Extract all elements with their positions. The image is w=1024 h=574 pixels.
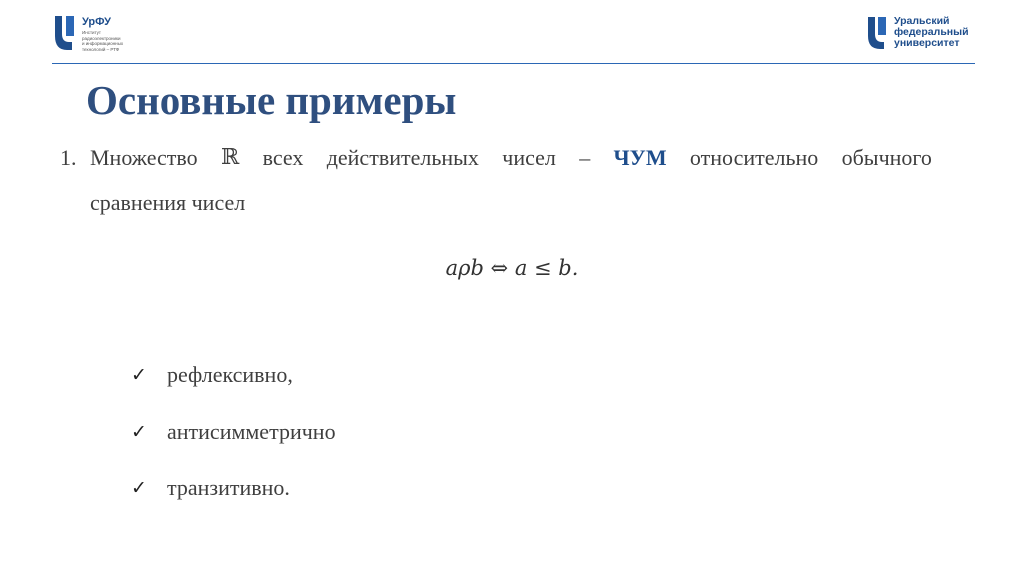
checkmark-icon: ✓ (131, 364, 147, 386)
word: обычного (841, 145, 932, 170)
property-item (131, 419, 336, 445)
left-logo-subtitle: Институт радиоэлектроники и информационных технологий – РТФ (82, 30, 124, 52)
word: всех (262, 145, 304, 170)
urfu-u-icon (52, 14, 78, 54)
real-numbers-symbol: ℝ (220, 145, 240, 170)
property-label: рефлексивно, (167, 362, 293, 387)
urfu-logo (866, 16, 976, 54)
right-logo-text: Уральский федеральный университет (894, 15, 969, 49)
item-line-2: сравнения чисел (90, 190, 246, 215)
word: Множество (90, 145, 198, 170)
urfu-u-icon (866, 16, 890, 50)
word: действительных (326, 145, 479, 170)
word: – (579, 145, 591, 170)
property-item (131, 362, 293, 388)
word: относительно (689, 145, 819, 170)
left-logo-title: УрФУ (82, 16, 111, 28)
header-divider (52, 63, 975, 64)
formula: aρb ⇔ a ≤ b. (445, 256, 579, 280)
item-line-1 (90, 145, 932, 171)
urfu-irit-logo (52, 14, 142, 58)
checkmark-icon: ✓ (131, 421, 147, 443)
word: чисел (502, 145, 556, 170)
property-item (131, 475, 290, 501)
property-label: антисимметрично (167, 419, 336, 444)
highlight-term: ЧУМ (613, 145, 667, 170)
item-number: 1. (60, 145, 77, 170)
property-label: транзитивно. (167, 475, 290, 500)
checkmark-icon: ✓ (131, 477, 147, 499)
page-title: Основные примеры (86, 77, 457, 123)
